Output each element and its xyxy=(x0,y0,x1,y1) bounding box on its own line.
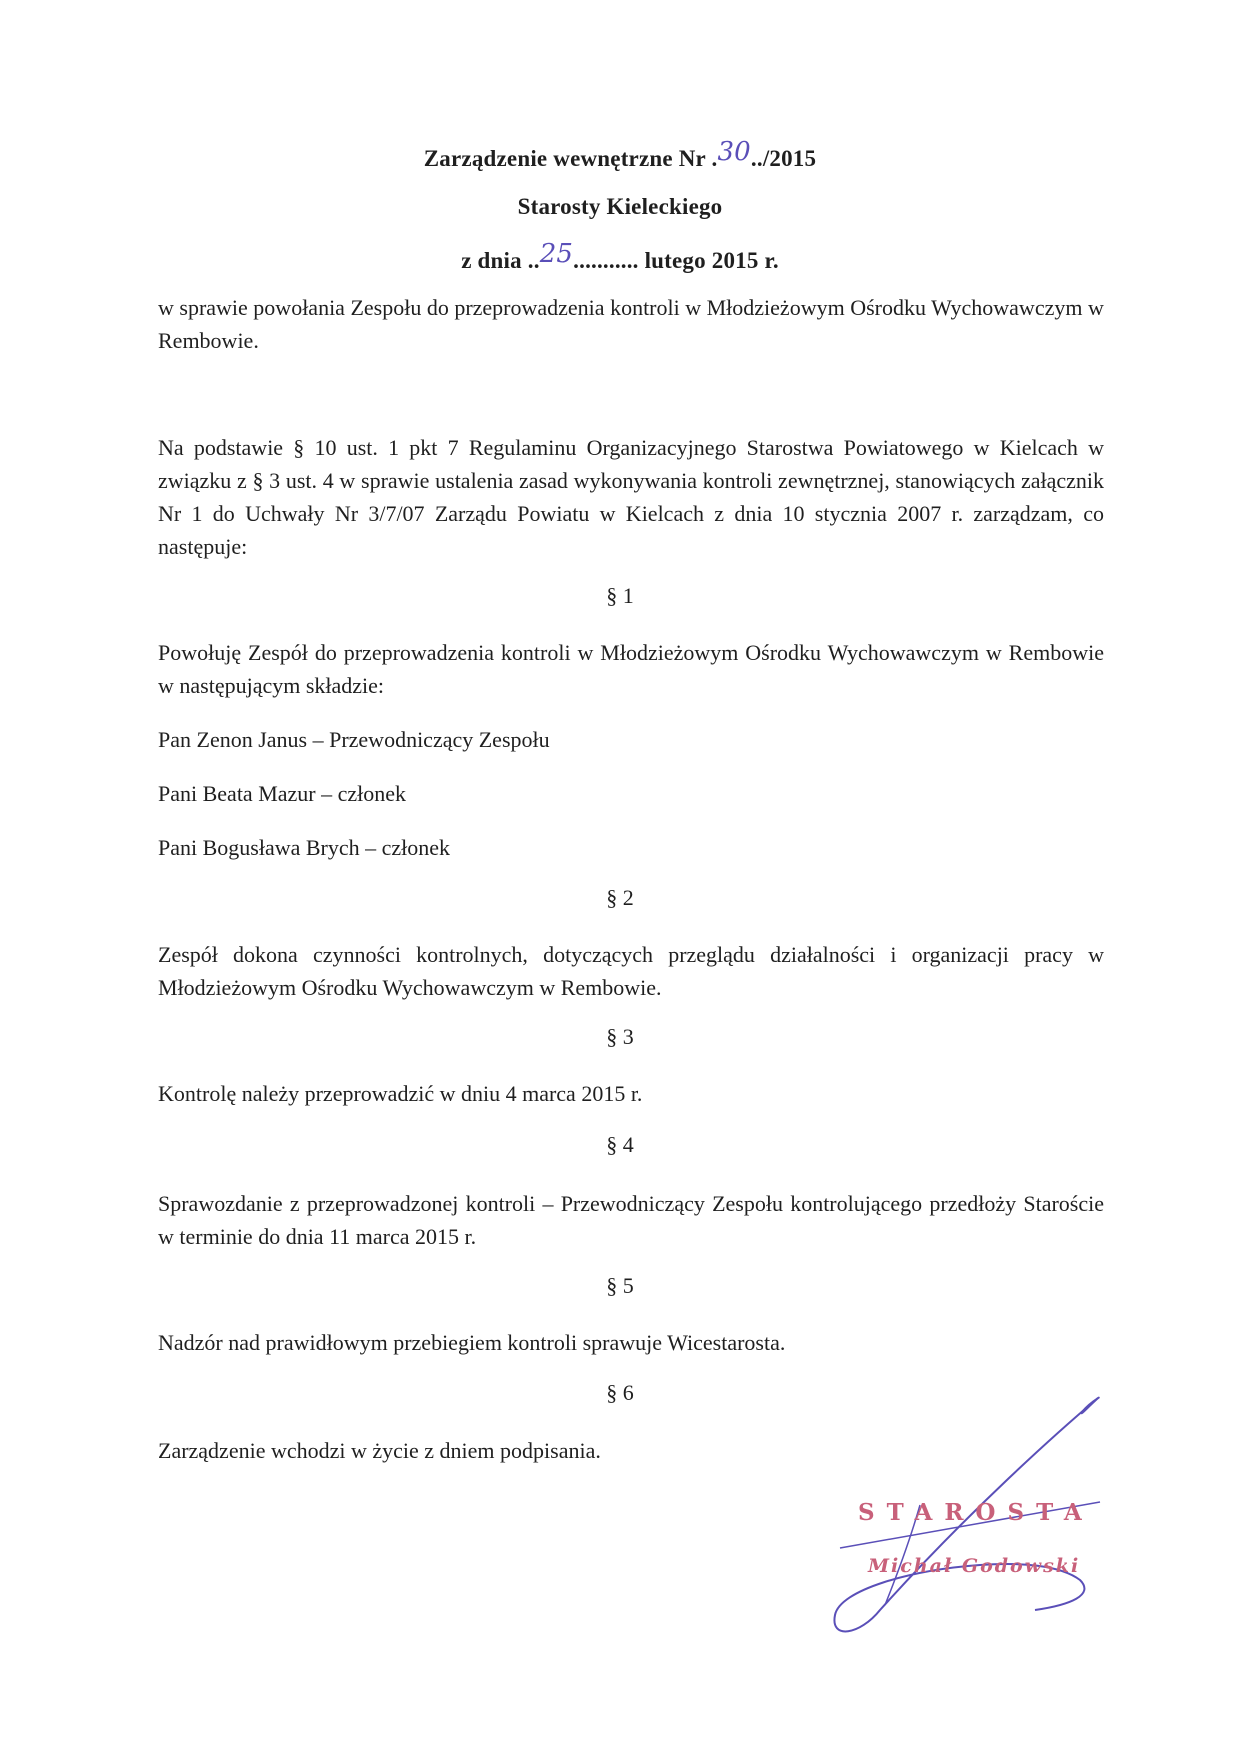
section-text-2: Zespół dokona czynności kontrolnych, dotyczących przeglądu działalności i organizacji pracy w Młodzieżowym Ośrodku Wychowawczym w Rembowie. xyxy=(158,942,1104,1000)
handwritten-number: 30 xyxy=(717,137,751,167)
section-heading-6: § 6 xyxy=(606,1380,634,1405)
section-heading-5: § 5 xyxy=(606,1273,634,1298)
preamble-text: Na podstawie § 10 ust. 1 pkt 7 Regulaminu Organizacyjnego Starostwa Powiatowego w Kielcach w związku z § 3 ust. 4 w sprawie ustalenia zasad wykonywania kontroli zewnętrznej, stanowiących załącznik Nr 1 do Uchwały Nr 3/7/07 Zarządu Powiatu w Kielcach z dnia 10 stycznia 2007 r. zarządzam, co następuje: xyxy=(158,435,1104,559)
issuer-line: Starosty Kieleckiego xyxy=(517,194,723,219)
starosta-stamp-signature xyxy=(820,1390,1120,1650)
section-text-1: Powołuję Zespół do przeprowadzenia kontroli w Młodzieżowym Ośrodku Wychowawczym w Rembowie w następującym składzie: xyxy=(158,640,1104,698)
member-item: Pan Zenon Janus – Przewodniczący Zespołu xyxy=(158,727,550,752)
member-item: Pani Bogusława Brych – członek xyxy=(158,835,451,860)
document-title: Zarządzenie wewnętrzne Nr .30../2015 xyxy=(423,137,817,171)
stamp-title: STAROSTA xyxy=(858,1499,1094,1526)
section-text-4: Sprawozdanie z przeprowadzonej kontroli – Przewodniczący Zespołu kontrolującego przedłoży Staroście w terminie do dnia 11 marca 2015 r. xyxy=(158,1191,1104,1249)
section-heading-4: § 4 xyxy=(606,1132,634,1157)
signature-stroke xyxy=(1082,1398,1099,1414)
handwritten-day: 25 xyxy=(539,239,574,269)
section-text-3: Kontrolę należy przeprowadzić w dniu 4 marca 2015 r. xyxy=(158,1081,643,1106)
section-text-5: Nadzór nad prawidłowym przebiegiem kontroli sprawuje Wicestarosta. xyxy=(158,1330,786,1355)
stamp-name: Michał Godowski xyxy=(868,1555,1081,1577)
section-heading-1: § 1 xyxy=(606,583,634,608)
member-item: Pani Beata Mazur – członek xyxy=(158,781,407,806)
section-text-6: Zarządzenie wchodzi w życie z dniem podpisania. xyxy=(158,1438,601,1463)
date-line: z dnia ..25........... lutego 2015 r. xyxy=(461,239,779,273)
section-heading-2: § 2 xyxy=(606,885,634,910)
section-heading-3: § 3 xyxy=(606,1024,634,1049)
subject-text: w sprawie powołania Zespołu do przeprowadzenia kontroli w Młodzieżowym Ośrodku Wychowawczym w Rembowie. xyxy=(158,295,1104,353)
